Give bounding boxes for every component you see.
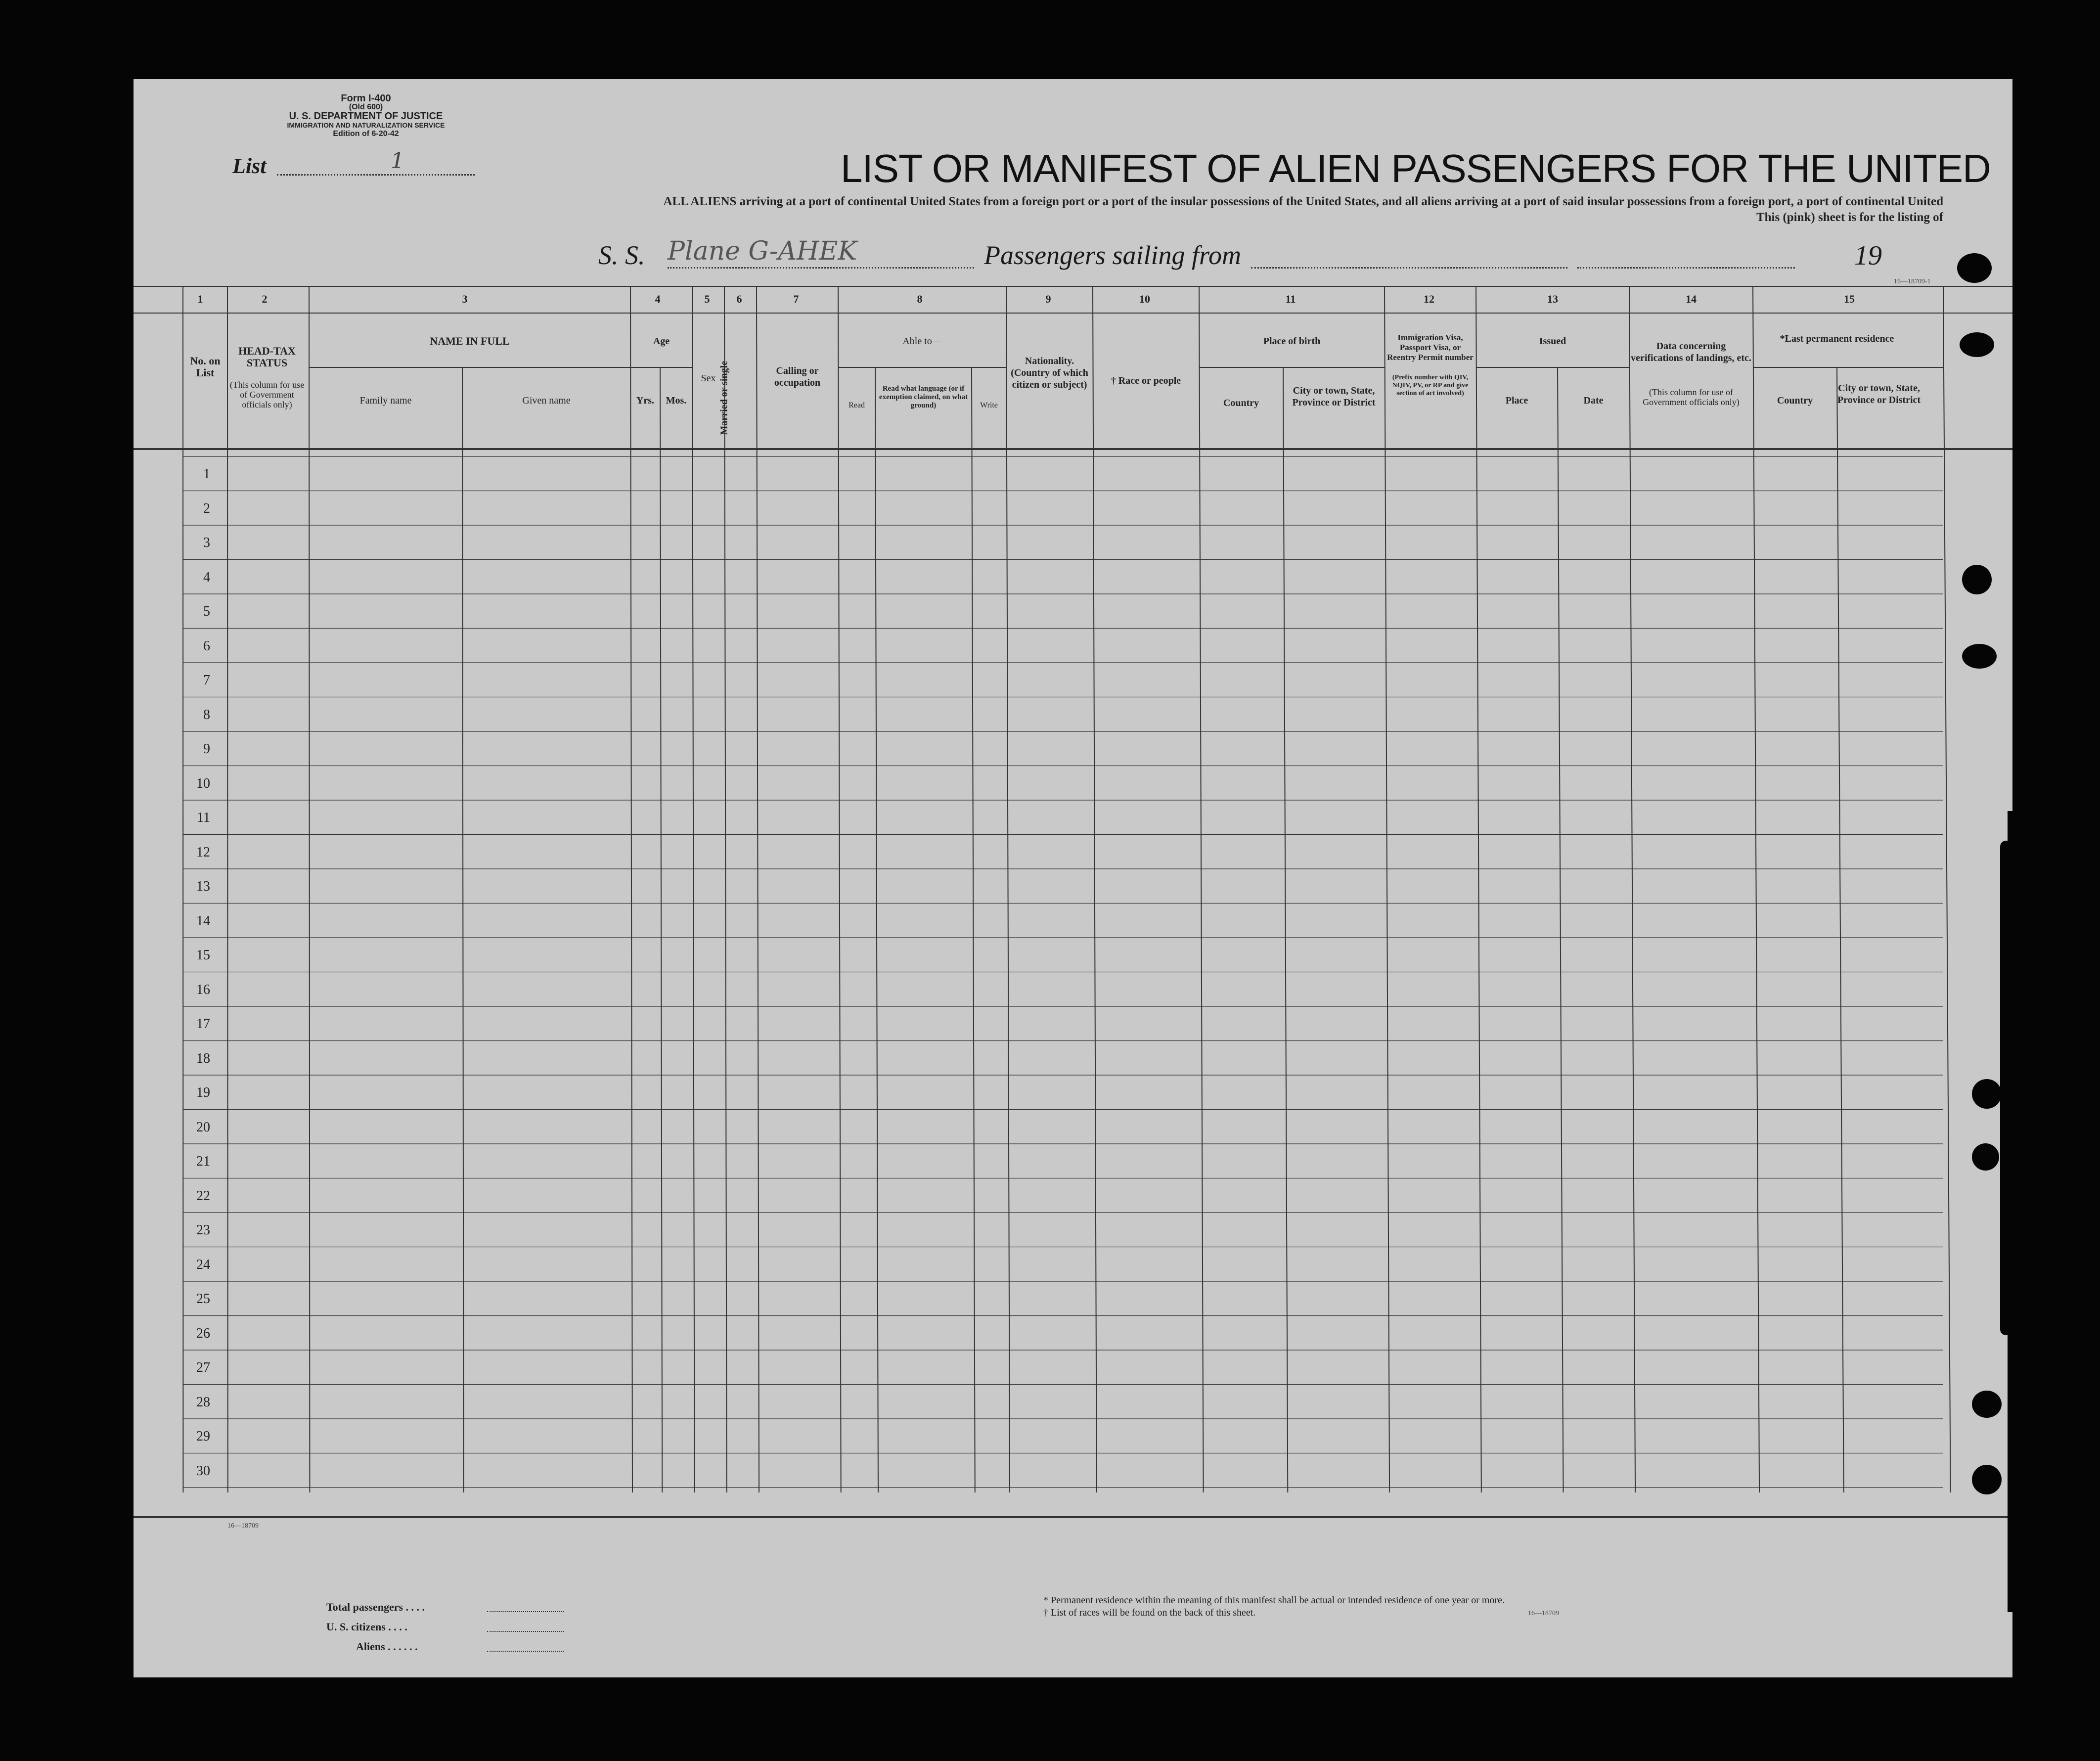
table-grid-lines bbox=[134, 286, 2012, 1554]
us-citizens-label: U. S. citizens . . . . bbox=[326, 1621, 407, 1633]
header-age-mos: Mos. bbox=[666, 395, 687, 406]
column-divider bbox=[1753, 286, 1759, 1492]
subtitle-line-1: ALL ALIENS arriving at a port of continental United States from a foreign port or a port of the insular possessions of the United States, and all aliens arriving at a port of said insular possessions from a foreign port, a port of continental United bbox=[663, 195, 1943, 208]
header-last-residence: *Last permanent residence bbox=[1780, 333, 1894, 344]
torn-edge bbox=[2008, 811, 2100, 1612]
column-number: 13 bbox=[1547, 293, 1558, 305]
total-passengers-label: Total passengers . . . . bbox=[326, 1601, 425, 1613]
header-calling: Calling or occupation bbox=[774, 365, 821, 388]
header-age: Age bbox=[653, 336, 670, 347]
header-birth-city: City or town, State, Province or District bbox=[1292, 385, 1376, 408]
column-number: 15 bbox=[1844, 293, 1855, 305]
row-number: 8 bbox=[203, 707, 210, 722]
row-number: 6 bbox=[203, 638, 210, 654]
column-number: 2 bbox=[262, 293, 268, 305]
header-place-of-birth: Place of birth bbox=[1263, 336, 1321, 347]
row-number: 23 bbox=[196, 1222, 210, 1238]
row-number: 2 bbox=[203, 500, 210, 516]
row-number: 25 bbox=[196, 1291, 210, 1307]
row-number: 26 bbox=[196, 1325, 210, 1341]
header-sex: Sex bbox=[701, 373, 716, 384]
row-number: 16 bbox=[196, 982, 210, 997]
punch-hole bbox=[1972, 1465, 2002, 1494]
column-number: 9 bbox=[1045, 293, 1051, 305]
ship-row bbox=[598, 240, 645, 271]
header-head-tax-note: (This column for use of Government officials only) bbox=[229, 380, 305, 409]
footnote-code: 16—18709 bbox=[1528, 1610, 1559, 1617]
header-issued-date: Date bbox=[1583, 395, 1604, 406]
ship-name-line bbox=[668, 267, 974, 269]
header-no-on-list: No. on List bbox=[190, 355, 221, 379]
row-number: 19 bbox=[196, 1085, 210, 1100]
year-prefix: 19 bbox=[1854, 240, 1882, 271]
row-number: 17 bbox=[196, 1016, 210, 1032]
footnote-permanent: * Permanent residence within the meaning of this manifest shall be actual or intended residence of one year or more. bbox=[1043, 1595, 1505, 1606]
column-divider bbox=[1385, 286, 1389, 1492]
column-divider bbox=[875, 367, 878, 1492]
header-name-in-full: NAME IN FULL bbox=[430, 335, 510, 347]
column-divider bbox=[1558, 367, 1564, 1492]
department-name: U. S. DEPARTMENT OF JUSTICE bbox=[289, 111, 443, 122]
column-divider bbox=[1283, 367, 1288, 1492]
header-age-yrs: Yrs. bbox=[636, 395, 655, 406]
column-number: 6 bbox=[736, 293, 742, 305]
total-passengers-line bbox=[487, 1611, 564, 1612]
aliens-label: Aliens . . . . . . bbox=[356, 1640, 418, 1653]
punch-hole bbox=[1972, 1143, 1999, 1171]
column-number: 12 bbox=[1424, 293, 1434, 305]
column-divider bbox=[309, 286, 310, 1492]
header-family-name: Family name bbox=[359, 395, 412, 406]
punch-hole bbox=[1972, 1391, 2002, 1418]
row-number: 14 bbox=[196, 913, 210, 929]
list-label: List bbox=[232, 154, 267, 178]
punch-hole bbox=[1957, 253, 1992, 283]
column-number: 1 bbox=[197, 293, 203, 305]
manifest-table bbox=[134, 286, 2012, 1554]
row-number: 7 bbox=[203, 673, 210, 688]
column-divider bbox=[692, 286, 695, 1492]
column-number: 10 bbox=[1139, 293, 1150, 305]
row-number: 1 bbox=[203, 466, 210, 482]
punch-hole bbox=[1960, 332, 1994, 357]
aliens-line bbox=[487, 1651, 564, 1652]
manifest-sheet bbox=[134, 79, 2012, 1677]
ship-name: Plane G-AHEK bbox=[668, 236, 857, 266]
column-divider bbox=[1629, 286, 1635, 1492]
column-number: 4 bbox=[655, 293, 661, 305]
form-old-number: (Old 600) bbox=[349, 103, 383, 111]
row-number: 30 bbox=[196, 1463, 210, 1479]
page-title: LIST OR MANIFEST OF ALIEN PASSENGERS FOR THE UNITED bbox=[841, 146, 1991, 190]
column-number: 5 bbox=[704, 293, 710, 305]
row-number: 12 bbox=[196, 844, 210, 860]
header-birth-country: Country bbox=[1223, 398, 1259, 408]
row-number: 5 bbox=[203, 604, 210, 619]
header-issued-place: Place bbox=[1505, 395, 1528, 406]
row-number: 4 bbox=[203, 569, 210, 585]
sailing-date-line bbox=[1577, 267, 1795, 269]
header-write: Write bbox=[980, 401, 998, 409]
row-number: 18 bbox=[196, 1050, 210, 1066]
header-married: Married or single bbox=[718, 361, 730, 435]
row-number: 10 bbox=[196, 775, 210, 791]
row-number: 13 bbox=[196, 879, 210, 894]
column-divider bbox=[630, 286, 632, 1492]
bottom-form-code: 16—18709 bbox=[227, 1522, 259, 1530]
column-number: 3 bbox=[462, 293, 468, 305]
column-divider bbox=[1006, 286, 1010, 1492]
header-read-language: Read what language (or if exemption claimed, on what ground) bbox=[879, 385, 968, 409]
header-head-tax: HEAD-TAX STATUS bbox=[238, 345, 296, 369]
row-number: 3 bbox=[203, 535, 210, 550]
service-name: IMMIGRATION AND NATURALIZATION SERVICE bbox=[287, 121, 445, 129]
row-number: 27 bbox=[196, 1360, 210, 1375]
column-number: 8 bbox=[917, 293, 923, 305]
header-nationality: Nationality. (Country of which citizen or subject) bbox=[1011, 356, 1088, 390]
row-number: 29 bbox=[196, 1429, 210, 1444]
header-issued: Issued bbox=[1539, 336, 1566, 347]
header-lr-city: City or town, State, Province or District bbox=[1837, 383, 1921, 406]
row-number: 24 bbox=[196, 1257, 210, 1272]
header-able-to: Able to— bbox=[902, 336, 942, 347]
form-edition: Edition of 6-20-42 bbox=[333, 130, 399, 138]
row-number: 9 bbox=[203, 741, 210, 757]
header-race: † Race or people bbox=[1111, 375, 1181, 386]
column-divider bbox=[724, 286, 727, 1492]
column-divider bbox=[660, 367, 662, 1492]
row-number: 20 bbox=[196, 1119, 210, 1135]
header-read: Read bbox=[849, 401, 865, 409]
column-divider bbox=[1476, 286, 1481, 1492]
column-divider bbox=[1199, 286, 1204, 1492]
row-number: 15 bbox=[196, 948, 210, 963]
column-number: 11 bbox=[1285, 293, 1296, 305]
us-citizens-line bbox=[487, 1631, 564, 1632]
sailing-from-line bbox=[1251, 267, 1567, 269]
column-divider bbox=[838, 286, 841, 1492]
header-visa-note: (Prefix number with QIV, NQIV, PV, or RP and give section of act involved) bbox=[1392, 374, 1469, 397]
row-number: 22 bbox=[196, 1188, 210, 1204]
footnote-races: † List of races will be found on the back of this sheet. bbox=[1043, 1607, 1256, 1618]
column-number: 7 bbox=[793, 293, 799, 305]
column-divider bbox=[227, 286, 228, 1492]
punch-hole bbox=[1962, 644, 1997, 669]
punch-hole bbox=[1962, 565, 1992, 594]
punch-hole bbox=[1972, 1079, 2002, 1109]
form-number: Form I-400 bbox=[341, 93, 391, 104]
header-data-note: (This column for use of Government officials only) bbox=[1643, 387, 1740, 407]
column-divider bbox=[972, 367, 975, 1492]
sailing-from-label: Passengers sailing from bbox=[984, 240, 1242, 270]
header-lr-country: Country bbox=[1777, 395, 1813, 406]
ship-prefix: S. S. bbox=[598, 240, 645, 270]
column-divider bbox=[1837, 367, 1844, 1492]
column-divider bbox=[757, 286, 759, 1492]
row-number: 21 bbox=[196, 1154, 210, 1169]
row-number: 28 bbox=[196, 1394, 210, 1410]
column-divider bbox=[1943, 286, 1951, 1492]
list-number: 1 bbox=[391, 148, 404, 174]
column-divider bbox=[462, 367, 464, 1492]
header-visa: Immigration Visa, Passport Visa, or Reentry Permit number bbox=[1387, 333, 1474, 362]
subtitle-line-2: This (pink) sheet is for the listing of bbox=[1756, 211, 1943, 224]
form-code: 16—18709-1 bbox=[1894, 278, 1931, 285]
column-number: 14 bbox=[1686, 293, 1697, 305]
list-line bbox=[277, 174, 475, 176]
subtitle bbox=[460, 194, 1943, 226]
header-given-name: Given name bbox=[522, 395, 571, 406]
column-divider bbox=[1093, 286, 1097, 1492]
torn-edge bbox=[2000, 841, 2015, 1335]
header-data-concerning: Data concerning verifications of landings, etc. bbox=[1631, 341, 1751, 363]
row-number: 11 bbox=[197, 810, 210, 825]
form-identifier bbox=[227, 94, 504, 138]
